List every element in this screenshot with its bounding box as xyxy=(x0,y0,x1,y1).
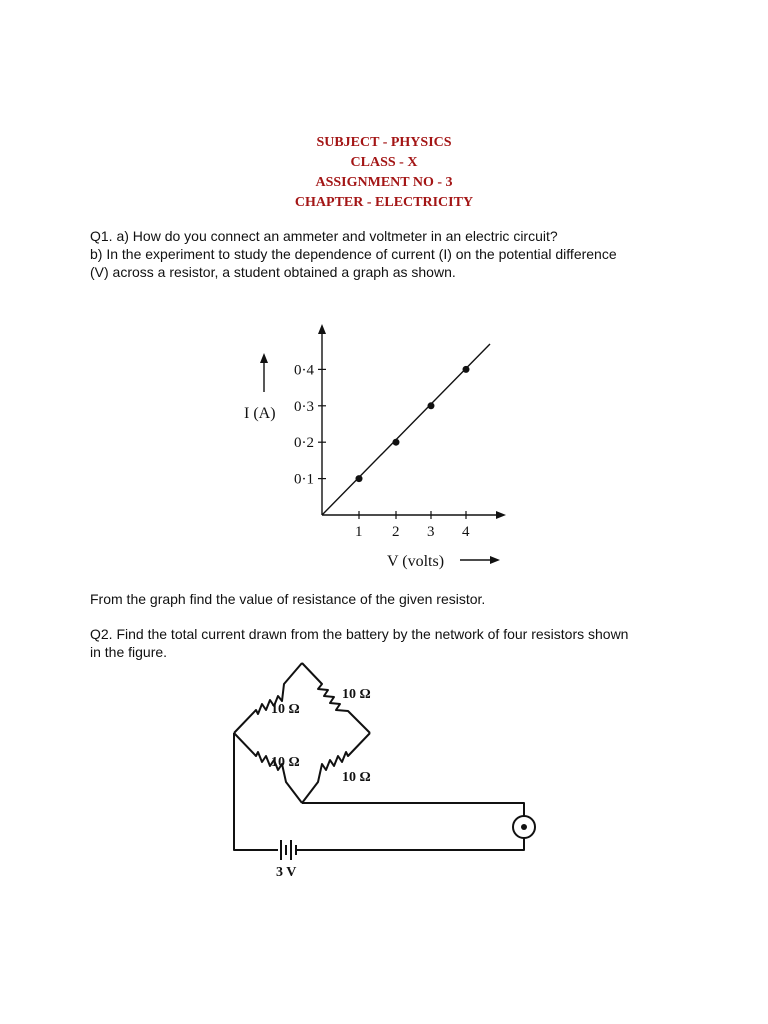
y-tick-label: 0·4 xyxy=(294,362,314,379)
class-title: CLASS - X xyxy=(350,155,418,170)
x-tick-label: 2 xyxy=(392,524,400,540)
label-resistor-top-left: 10 Ω xyxy=(271,702,300,717)
q1-line-1: Q1. a) How do you connect an ammeter and voltmeter in an electric circuit? xyxy=(90,228,558,244)
subject-title: SUBJECT - PHYSICS xyxy=(316,135,452,150)
wire-top-right xyxy=(302,803,524,816)
x-tick-label: 3 xyxy=(427,524,435,540)
resistor-bottom-right xyxy=(302,733,370,803)
assignment-title: ASSIGNMENT NO - 3 xyxy=(315,175,453,190)
q2-line-2: in the figure. xyxy=(90,644,168,660)
q1-followup-text: From the graph find the value of resistance of the given resistor. xyxy=(90,591,486,607)
q1-line-2: b) In the experiment to study the dependence of current (I) on the potential difference xyxy=(90,246,617,262)
label-resistor-bottom-left: 10 Ω xyxy=(271,755,300,770)
chapter-title: CHAPTER - ELECTRICITY xyxy=(294,195,474,210)
q1-line-3: (V) across a resistor, a student obtained a graph as shown. xyxy=(90,264,456,280)
wire-bottom-right xyxy=(297,838,524,850)
label-resistor-bottom-right: 10 Ω xyxy=(342,770,371,785)
resistor-top-left xyxy=(234,663,302,733)
y-tick-label: 0·3 xyxy=(294,398,314,415)
q2-line-1: Q2. Find the total current drawn from the battery by the network of four resistors shown xyxy=(90,626,629,642)
key-terminal-icon xyxy=(521,824,527,830)
wire-left xyxy=(234,733,278,850)
label-resistor-top-right: 10 Ω xyxy=(342,687,371,702)
y-tick-label: 0·2 xyxy=(294,435,314,452)
x-axis-label: V (volts) xyxy=(387,553,445,570)
y-tick-label: 0·1 xyxy=(294,471,314,488)
x-tick-label: 4 xyxy=(462,524,470,540)
label-battery: 3 V xyxy=(276,865,297,880)
y-axis-label: I (A) xyxy=(244,405,276,422)
x-tick-label: 1 xyxy=(355,524,363,540)
